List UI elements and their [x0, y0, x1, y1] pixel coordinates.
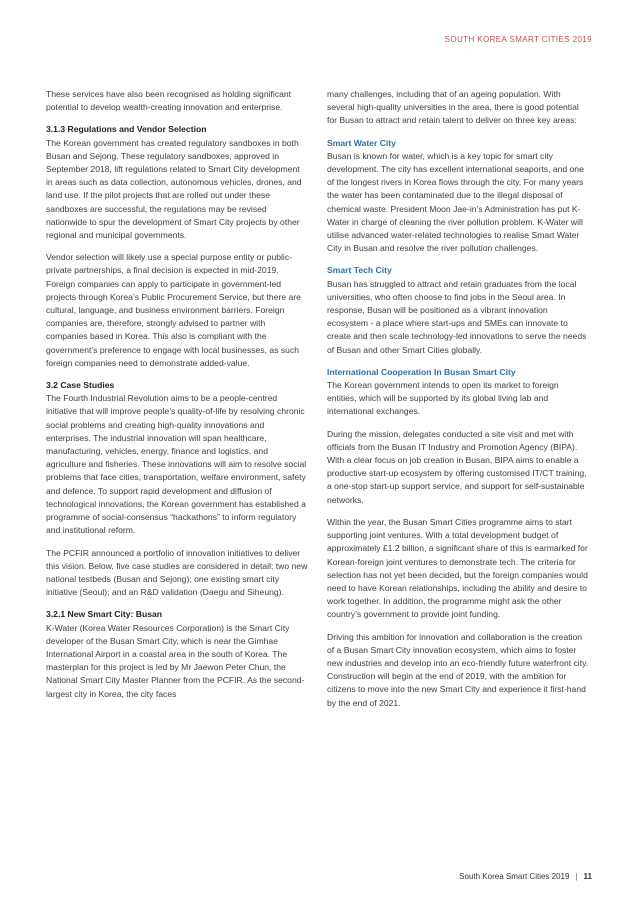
paragraph: These services have also been recognised as holding significant potential to develop wealth-creating innovation and enterprise.: [46, 89, 292, 113]
right-column: [327, 88, 589, 719]
running-header: SOUTH KOREA SMART CITIES 2019: [444, 35, 592, 44]
page-footer: [459, 872, 592, 881]
left-column: [46, 88, 308, 710]
section-heading-regulations: 3.1.3 Regulations and Vendor Selection: [46, 124, 207, 135]
paragraph: The Korean government has created regulatory sandboxes in both Busan and Sejong. These regulatory sandboxes, approved in September 2018, lift regulations related to Smart City development in areas such as data collection, autonomous vehicles, drones, and land use. If the pilot projects that are rolled out under these sandboxes are successful, the regulations may be revised nationwide to spur the development of Smart City projects by other regional and municipal governments.: [46, 137, 302, 241]
subheading-smart-water-city: Smart Water City: [327, 137, 396, 148]
subheading-international-cooperation: International Cooperation In Busan Smart City: [327, 366, 516, 377]
paragraph: The Fourth Industrial Revolution aims to be a people-centred initiative that will improve people’s quality-of-life by resolving chronic social problems and creating high-quality innovations and enterprises. The industrial innovation will span healthcare, manufacturing, vehicles, energy, finance and logistics, and agriculture and fisheries. These innovations will aim to resolve social problems that face cities, transportation, welfare environment, safety and defence. To support rapid development and diffusion of technological innovations, the Korean government has established a programme of social-consensus “hackathons” to inform regulatory and institutional reform.: [46, 393, 307, 536]
footer-label: South Korea Smart Cities 2019: [459, 872, 570, 881]
footer-separator: |: [575, 872, 578, 881]
paragraph: Within the year, the Busan Smart Cities programme aims to start supporting joint ventures. With a total development budget of approximately £1.2 billion, a significant share of this is earmarked for Korean-foreign joint ventures to demonstrate tech. The criteria for selection has not yet been decided, but the foreign companies would need to have Korean relationships, including the ability and desire to work together. In addition, the programme might ask the other country’s government to provide joint funding.: [327, 516, 588, 620]
paragraph: Busan is known for water, which is a key topic for smart city development. The city has excellent international seaports, and one of the longest rivers in Korea flows through the city. For many years the water has been contaminated due to the illegal disposal of chemical waste. President Moon Jae-in’s Administration has put K-Water in charge of cleaning the river pollution problem. K-Water will utilise advanced water-related technologies to realise Smart Water City in Busan and resolve the river pollution challenges.: [327, 150, 584, 254]
paragraph: During the mission, delegates conducted a site visit and met with officials from the Busan IT Industry and Promotion Agency (BIPA). With a clear focus on job creation in Busan, BIPA aims to enable a productive start-up ecosystem by offering customised IT/CT training, a one-stop start-up support service, and support for self-sustainable networks.: [327, 428, 587, 505]
page-number: 11: [583, 872, 592, 881]
paragraph: Busan has struggled to attract and retain graduates from the local universities, who often choose to find jobs in the Seoul area. In response, Busan will be positioned as a vibrant innovation ecosystem - a place where start-ups and SMEs can innovate to create and then scale technology-led innovations to serve the needs of Busan and other Smart Cities globally.: [327, 278, 587, 355]
section-heading-busan: 3.2.1 New Smart City: Busan: [46, 609, 163, 620]
subheading-smart-tech-city: Smart Tech City: [327, 265, 392, 276]
paragraph: Vendor selection will likely use a special purpose entity or public-private partnerships, a final decision is expected in mid-2019. Foreign companies can apply to participate in government-led projects through Korea’s Public Procurement Service, but there are cultural, language, and business environment barriers. Foreign companies are, therefore, strongly advised to partner with companies based in Korea. This also is compliant with the government’s preference to engage with local businesses, as such foreign companies need to demonstrate added-value.: [46, 252, 301, 368]
paragraph: The PCFIR announced a portfolio of innovation initiatives to deliver this vision. Below, five case studies are considered in detail: two new national testbeds (Busan and Sejong); one existing smart city initiative (Seoul); and an R&D validation (Daegu and Siheung).: [46, 547, 308, 598]
paragraph: The Korean government intends to open its market to foreign entities, which will be supported by its global living lab and international exchanges.: [327, 380, 559, 417]
section-heading-case-studies: 3.2 Case Studies: [46, 380, 115, 391]
paragraph: Driving this ambition for innovation and collaboration is the creation of a Busan Smart City innovation ecosystem, which aims to foster new industries and develop into an eco-friendly future waterfront city. Construction will begin at the end of 2019, with the ambition for citizens to move into the new Smart City and experience it first-hand by the end of 2021.: [327, 631, 589, 708]
paragraph: many challenges, including that of an ageing population. With several high-quality universities in the area, there is good potential for Busan to attract and retain talent to deliver on three key areas:: [327, 89, 579, 126]
paragraph: K-Water (Korea Water Resources Corporation) is the Smart City developer of the Busan Smart City, which is near the Gimhae International Airport in a coastal area in the south of Korea. The masterplan for this project is led by Mr Jaewon Peter Chun, the National Smart City Master Planner from the PCFIR. As the second-largest city in Korea, the city faces: [46, 622, 305, 699]
